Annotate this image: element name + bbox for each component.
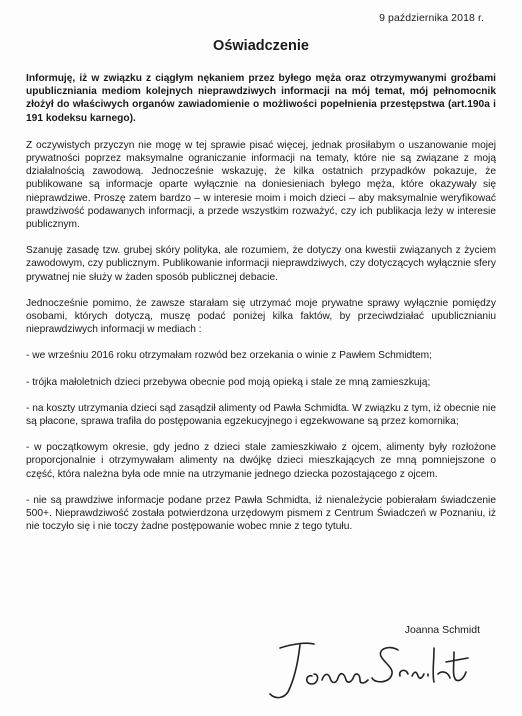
- fact-item: - na koszty utrzymania dzieci sąd zasądził alimenty od Pawła Schmidta. W związku z tym, iż obecnie nie są płacone, sprawa trafiła do postępowania egzekucyjnego i egzekwowane są przez komornika;: [26, 402, 496, 428]
- document-title: Oświadczenie: [213, 38, 309, 54]
- fact-item: - trójka małoletnich dzieci przebywa obecnie pod moją opieką i stale ze mną zamieszkują;: [26, 376, 431, 388]
- document-body: [26, 72, 496, 546]
- fact-item: - w początkowym okresie, gdy jedno z dzieci stale zamieszkiwało z ojcem, alimenty były rozłożone proporcjonalnie i otrzymywałam alimenty na dwójkę dzieci mieszkających ze mną pomniejszone o część, która należna była ode mnie na utrzymanie jednego dziecka pozostającego z ojcem.: [26, 442, 496, 480]
- intro-paragraph: Informuję, iż w związku z ciągłym nękaniem przez byłego męża oraz otrzymywanymi groźbami upubliczniania mediom kolejnych nieprawdziwych informacji na mój temat, mój pełnomocnik złożył do właściwych organów zawiadomienie o możliwości popełnienia przestępstwa (art.190a i 191 kodeksu karnego).: [26, 73, 496, 124]
- document-date: 9 października 2018 r.: [379, 12, 484, 24]
- body-paragraph: Szanuję zasadę tzw. grubej skóry polityka, ale rozumiem, że dotyczy ona kwestii związanych z życiem zawodowym, czy publicznym. Publikowanie informacji nieprawdziwych, czy dotyczących wyłącznie sfery prywatnej nie służy w żaden sposób publicznej debacie.: [26, 245, 496, 283]
- fact-item: - we wrześniu 2016 roku otrzymałam rozwód bez orzekania o winie z Pawłem Schmidtem;: [26, 350, 432, 362]
- body-paragraph: Z oczywistych przyczyn nie mogę w tej sprawie pisać więcej, jednak prosiłabym o uszanowanie mojej prywatności poprzez maksymalne ograniczanie informacji na tematy, które nie są związane z moją działalnością zawodową. Jednocześnie wskazuję, że kilka ostatnich przypadków pokazuje, że publikowane są informacje oparte wyłącznie na doniesieniach byłego męża, które okazywały się nieprawdziwe. Proszę zatem bardzo – w interesie moim i moich dzieci – aby maksymalnie weryfikować prawdziwość podawanych informacji, a przede wszystkim rozważyć, czy ich publikacja leży w interesie publicznym.: [26, 139, 496, 231]
- body-paragraph: Jednocześnie pomimo, że zawsze starałam się utrzymać moje prywatne sprawy wyłącznie pomiędzy osobami, których dotyczą, muszę podać poniżej kilka faktów, by przeciwdziałać upublicznianiu nieprawdziwych informacji w mediach :: [26, 297, 496, 336]
- handwritten-signature: [262, 634, 482, 706]
- signer-name: Joanna Schmidt: [404, 624, 480, 636]
- fact-item: - nie są prawdziwe informacje podane przez Pawła Schmidta, iż nienależycie pobierałam świadczenie 500+. Nieprawdziwość została potwierdzona urzędowym pismem z Centrum Świadczeń w Poznaniu, iż nie toczyło się i nie toczy żadne postępowanie wobec mnie z tego tytułu.: [26, 494, 496, 533]
